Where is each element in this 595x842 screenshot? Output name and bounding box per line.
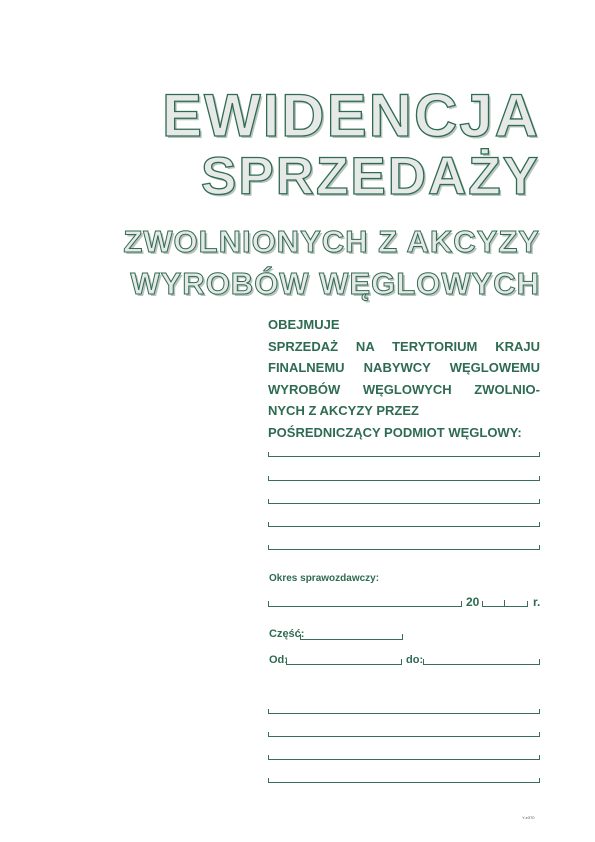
form-code: Y-e370 [522, 815, 535, 820]
notes-fill-line[interactable] [268, 709, 540, 714]
description-block [268, 314, 540, 443]
part-field[interactable] [300, 634, 403, 640]
entity-fill-line[interactable] [268, 499, 540, 504]
notes-fill-line[interactable] [268, 778, 540, 783]
entity-fill-line[interactable] [268, 522, 540, 527]
year-field-divider [504, 600, 505, 606]
period-label: Okres sprawozdawczy: [269, 573, 380, 584]
description-line: OBEJMUJE [268, 317, 340, 332]
entity-fill-line[interactable] [268, 545, 540, 550]
description-line: NYCH Z AKCYZY PRZEZ [268, 403, 419, 418]
title-line-2: SPRZEDAŻY [201, 147, 540, 206]
entity-fill-line[interactable] [268, 476, 540, 481]
notes-fill-line[interactable] [268, 732, 540, 737]
to-label: do: [406, 654, 424, 666]
description-line: WYROBÓW WĘGLOWYCH ZWOLNIO- [268, 381, 540, 397]
to-field[interactable] [423, 659, 540, 665]
part-label: Część: [269, 628, 305, 640]
period-field[interactable] [268, 601, 462, 607]
title-line-1: EWIDENCJA [161, 82, 540, 149]
description-line: SPRZEDAŻ NA TERYTORIUM KRAJU [268, 338, 540, 354]
notes-fill-line[interactable] [268, 755, 540, 760]
description-line: FINALNEMU NABYWCY WĘGLOWEMU [268, 360, 540, 375]
description-line: POŚREDNICZĄCY PODMIOT WĘGLOWY: [268, 424, 522, 440]
from-field[interactable] [286, 659, 402, 665]
year-prefix: 20 [466, 595, 480, 609]
from-label: Od: [269, 654, 288, 666]
entity-fill-line[interactable] [268, 452, 540, 457]
year-field[interactable] [482, 601, 528, 607]
year-suffix: r. [533, 595, 541, 609]
title-line-3: ZWOLNIONYCH Z AKCYZY [123, 224, 540, 259]
title-line-4: WYROBÓW WĘGLOWYCH [130, 266, 540, 301]
